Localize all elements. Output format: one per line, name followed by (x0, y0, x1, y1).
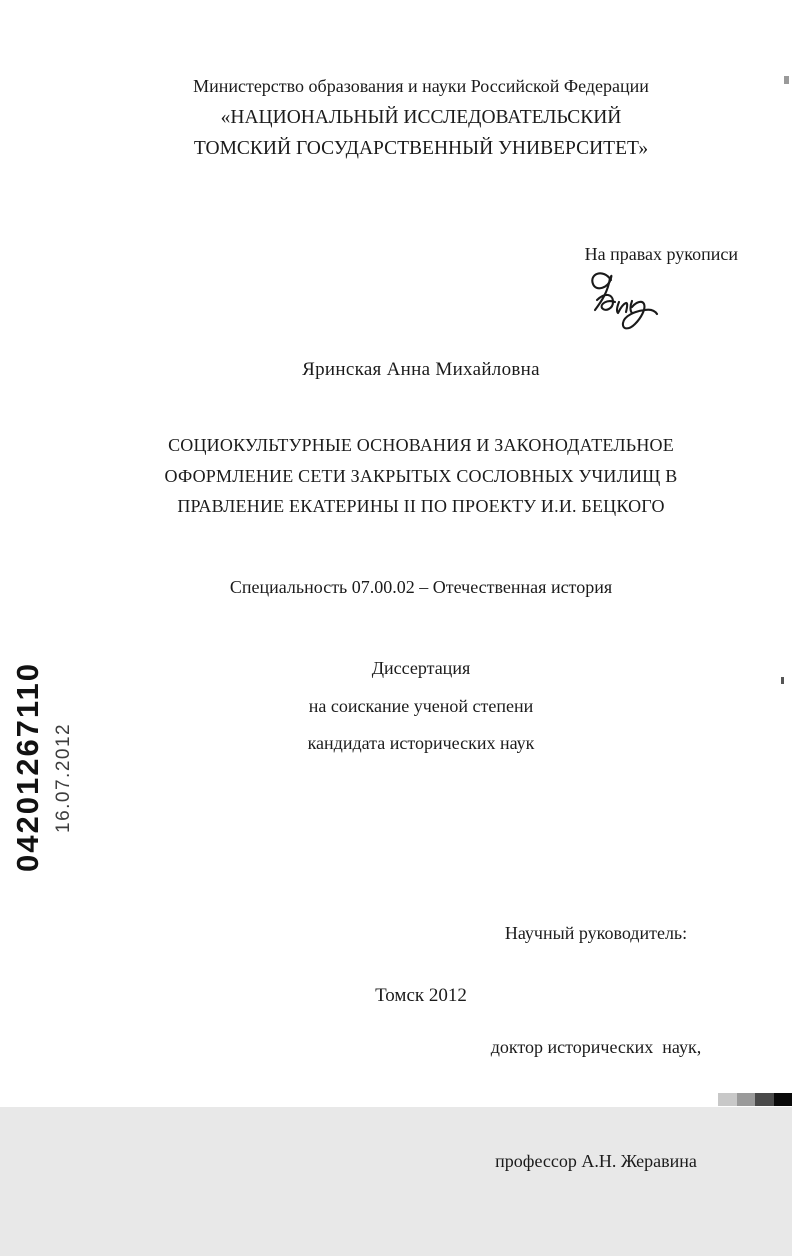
thesis-type-line-3: кандидата исторических наук (50, 725, 792, 763)
title-line-3: ПРАВЛЕНИЕ ЕКАТЕРИНЫ II ПО ПРОЕКТУ И.И. БЕЦКОГО (50, 491, 792, 522)
title-line-1: СОЦИОКУЛЬТУРНЫЕ ОСНОВАНИЯ И ЗАКОНОДАТЕЛЬНОЕ (50, 430, 792, 461)
scan-bar-segment-dark (755, 1093, 774, 1106)
thesis-type-line-2: на соискание ученой степени (50, 688, 792, 726)
thesis-type-line-1: Диссертация (50, 650, 792, 688)
city-and-year: Томск 2012 (50, 985, 792, 1007)
scan-artifact-speck (781, 677, 784, 684)
registration-number-vertical: 04201267110 (10, 662, 46, 872)
specialty-line: Специальность 07.00.02 – Отечественная история (50, 577, 792, 598)
scan-artifact-speck (784, 76, 789, 84)
thesis-type-block (50, 650, 792, 763)
handwritten-signature (583, 266, 678, 332)
author-full-name: Яринская Анна Михайловна (50, 359, 792, 381)
dissertation-title (50, 430, 792, 522)
scan-bar-segment-light (718, 1093, 737, 1106)
scan-bar-segment-black (774, 1093, 792, 1106)
university-name-line-1: «НАЦИОНАЛЬНЫЙ ИССЛЕДОВАТЕЛЬСКИЙ (50, 107, 792, 129)
manuscript-rights-note: На правах рукописи (50, 244, 738, 265)
university-name-line-2: ТОМСКИЙ ГОСУДАРСТВЕННЫЙ УНИВЕРСИТЕТ» (50, 138, 792, 160)
supervisor-degree: доктор исторических наук, (465, 1028, 727, 1066)
supervisor-name: профессор А.Н. Жеравина (465, 1142, 727, 1180)
supervisor-label: Научный руководитель: (465, 914, 727, 952)
ministry-line: Министерство образования и науки Российской Федерации (50, 76, 792, 97)
scan-calibration-bar (718, 1093, 792, 1106)
registration-date-vertical: 16.07.2012 (53, 723, 75, 833)
title-line-2: ОФОРМЛЕНИЕ СЕТИ ЗАКРЫТЫХ СОСЛОВНЫХ УЧИЛИЩ В (50, 461, 792, 492)
supervisor-block (465, 838, 727, 1256)
scan-bar-segment-medium (737, 1093, 756, 1106)
